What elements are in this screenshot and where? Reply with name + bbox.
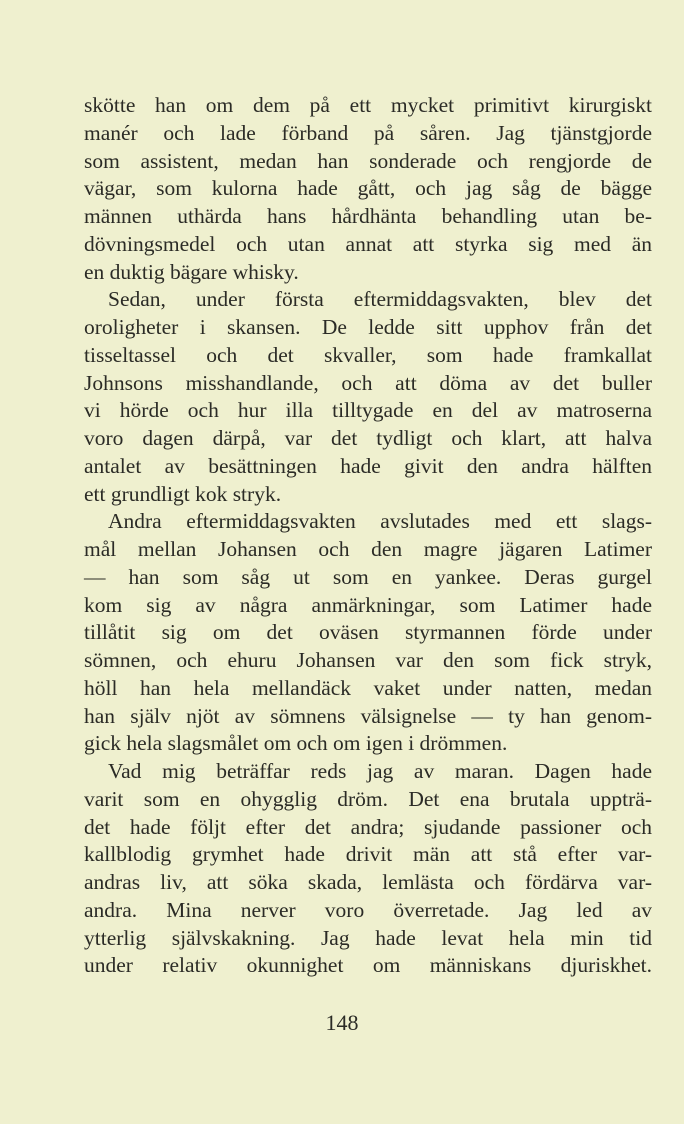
text-line: mål mellan Johansen och den magre jägaren Latimer <box>84 537 652 561</box>
text-line: antalet av besättningen hade givit den andra hälften <box>84 453 652 478</box>
text-line: vi hörde och hur illa tilltygade en del av matroserna <box>84 398 652 423</box>
text-line: manér och lade förband på såren. Jag tjänstgjorde <box>84 120 652 145</box>
page-body <box>84 92 652 980</box>
text-line: det hade följt efter det andra; sjudande passioner och <box>84 814 652 839</box>
text-line: som assistent, medan han sonderade och rengjorde de <box>84 148 652 173</box>
text-line: andra. Mina nerver voro överretade. Jag led av <box>84 897 652 922</box>
text-line: — han som såg ut som en yankee. Deras gurgel <box>84 564 652 589</box>
text-line: kallblodig grymhet hade drivit män att stå efter var- <box>84 842 652 867</box>
text-line: oroligheter i skansen. De ledde sitt upphov från det <box>84 315 652 339</box>
text-line: andras liv, att söka skada, lemlästa och fördärva var- <box>84 870 652 894</box>
text-line: ett grundligt kok stryk. <box>84 481 282 506</box>
text-line: ytterlig självskakning. Jag hade levat hela min tid <box>84 925 652 950</box>
text-line: Sedan, under första eftermiddagsvakten, blev det <box>108 287 652 312</box>
page-number: 148 <box>325 1010 359 1035</box>
paragraph <box>84 508 652 758</box>
text-line: dövningsmedel och utan annat att styrka sig med än <box>84 231 652 256</box>
text-line: voro dagen därpå, var det tydligt och klart, att halva <box>84 426 652 450</box>
text-line: höll han hela mellandäck vaket under natten, medan <box>84 675 652 700</box>
text-line: varit som en ohygglig dröm. Det ena brutala uppträ- <box>84 786 652 811</box>
text-line: skötte han om dem på ett mycket primitivt kirurgiskt <box>84 93 652 117</box>
text-line: sömnen, och ehuru Johansen var den som fick stryk, <box>84 648 652 672</box>
text-line: Johnsons misshandlande, och att döma av det buller <box>84 370 652 395</box>
text-line: under relativ okunnighet om människans djuriskhet. <box>84 953 652 978</box>
text-line: han själv njöt av sömnens välsignelse — ty han genom- <box>84 703 652 728</box>
paragraph <box>84 758 652 980</box>
text-line: Andra eftermiddagsvakten avslutades med ett slags- <box>108 509 652 534</box>
text-line: tillåtit sig om det oväsen styrmannen förde under <box>84 620 652 645</box>
text-line: tisseltassel och det skvaller, som hade framkallat <box>84 342 652 367</box>
text-line: gick hela slagsmålet om och om igen i drömmen. <box>84 731 508 756</box>
text-line: vägar, som kulorna hade gått, och jag såg de bägge <box>84 176 652 201</box>
paragraph <box>84 286 652 508</box>
text-line: en duktig bägare whisky. <box>84 259 299 284</box>
text-line: männen uthärda hans hårdhänta behandling utan be- <box>84 204 652 228</box>
text-line: kom sig av några anmärkningar, som Latimer hade <box>84 592 652 617</box>
paragraph <box>84 92 652 286</box>
text-line: Vad mig beträffar reds jag av maran. Dagen hade <box>108 759 652 783</box>
